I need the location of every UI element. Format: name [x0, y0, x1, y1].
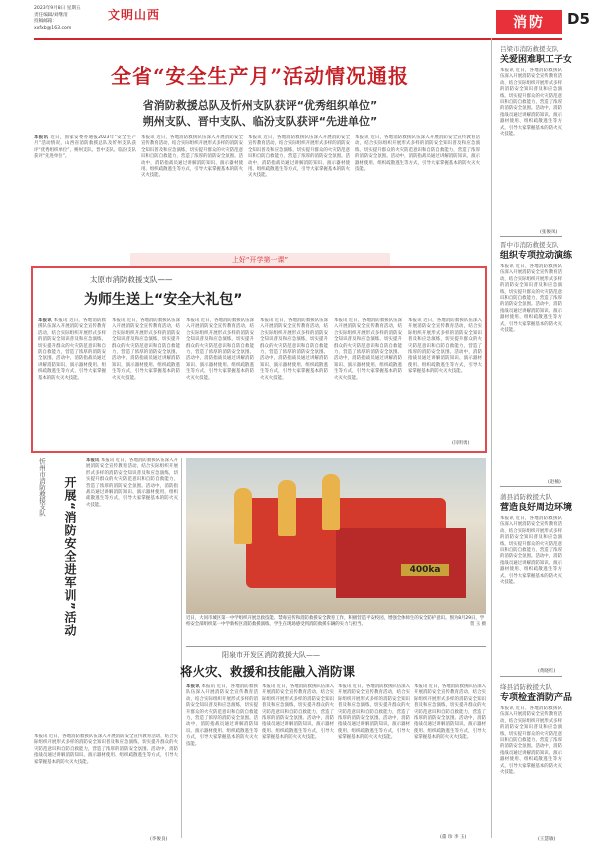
- lead-subhead-1: 省消防救援总队及忻州支队获评“优秀组织单位”: [142, 99, 378, 112]
- feature-byline: 本报讯: [38, 318, 52, 323]
- sidebar-divider-3: [500, 676, 562, 677]
- banner-text: 上好“开学第一课”: [231, 255, 289, 264]
- vertical-story-body-2: 本报讯 近日，各地消防救援队伍深入开展消防安全宣传教育活动，结合实际组织开展形式多样的消防安全知识普及和应急演练，切实提升群众的火灾防范意识和自防自救能力，营造了浓厚的消防安全氛围。活动中，消防指战员通过讲解消防知识、演示器材使用、组织疏散逃生等方式，引导大家掌握基本的防火灭火技能。: [34, 734, 178, 765]
- feature-column-6: 本报讯 近日，各地消防救援队伍深入开展消防安全宣传教育活动，结合实际组织开展形式多样的消防安全知识普及和应急演练，切实提升群众的火灾防范意识和自防自救能力，营造了浓厚的消防安全氛围。活动中，消防指战员通过讲解消防知识、演示器材使用、组织疏散逃生等方式，引导大家掌握基本的防火灭火技能。: [408, 318, 482, 375]
- bottom-column-2: 本报讯 近日，各地消防救援队伍深入开展消防安全宣传教育活动，结合实际组织开展形式多样的消防安全知识普及和应急演练，切实提升群众的火灾防范意识和自防自救能力，营造了浓厚的消防安全氛围。活动中，消防指战员通过讲解消防知识、演示器材使用、组织疏散逃生等方式，引导大家掌握基本的防火灭火技能。: [262, 684, 334, 741]
- bottom-story-rule: [186, 646, 486, 647]
- sidebar-body-3: 本报讯 近日，各地消防救援队伍深入开展消防安全宣传教育活动，结合实际组织开展形式多样的消防安全知识普及和应急演练，切实提升群众的火灾防范意识和自防自救能力，营造了浓厚的消防安全氛围。活动中，消防指战员通过讲解消防知识、演示器材使用、组织疏散逃生等方式，引导大家掌握基本的防火灭火技能。: [500, 516, 562, 586]
- bottom-story-credit: (董 珍 李 玉): [440, 835, 467, 840]
- firefighter-figure-1: [234, 488, 252, 544]
- feature-column-3: 本报讯 近日，各地消防救援队伍深入开展消防安全宣传教育活动，结合实际组织开展形式多样的消防安全知识普及和应急演练，切实提升群众的火灾防范意识和自防自救能力，营造了浓厚的消防安全氛围。活动中，消防指战员通过讲解消防知识、演示器材使用、组织疏散逃生等方式，引导大家掌握基本的防火灭火技能。: [186, 318, 254, 381]
- feature-credit: (闫明勇): [452, 441, 470, 446]
- feature-column-1: [38, 318, 106, 448]
- sidebar-kicker-4: 绛县消防救援大队: [500, 683, 552, 691]
- sidebar-body-4: 本报讯 近日，各地消防救援队伍深入开展消防安全宣传教育活动，结合实际组织开展形式多样的消防安全知识普及和应急演练，切实提升群众的火灾防范意识和自防自救能力，营造了浓厚的消防安全氛围。活动中，消防指战员通过讲解消防知识、演示器材使用、组织疏散逃生等方式，引导大家掌握基本的防火灭火技能。: [500, 706, 562, 776]
- sidebar-kicker-1: 吕梁市消防救援支队: [500, 45, 559, 53]
- feature-column-2: 本报讯 近日，各地消防救援队伍深入开展消防安全宣传教育活动，结合实际组织开展形式多样的消防安全知识普及和应急演练，切实提升群众的火灾防范意识和自防自救能力，营造了浓厚的消防安全氛围。活动中，消防指战员通过讲解消防知识、演示器材使用、组织疏散逃生等方式，引导大家掌握基本的防火灭火技能。: [112, 318, 180, 381]
- photo-caption: [186, 616, 486, 628]
- email-line: 投稿邮箱：xxfxb@163.com: [34, 19, 72, 31]
- vertical-story-credit: (李俊良): [150, 837, 168, 842]
- page-number: D5: [567, 10, 590, 28]
- bottom-column-3: 本报讯 近日，各地消防救援队伍深入开展消防安全宣传教育活动，结合实际组织开展形式多样的消防安全知识普及和应急演练，切实提升群众的火灾防范意识和自防自救能力，营造了浓厚的消防安全氛围。活动中，消防指战员通过讲解消防知识、演示器材使用、组织疏散逃生等方式，引导大家掌握基本的防火灭火技能。: [338, 684, 410, 741]
- sidebar-title-2: 组织专项拉动演练: [500, 251, 573, 261]
- editor-line: 责任编辑/刘继清: [34, 12, 68, 18]
- sidebar-credit-1: (张俊凤): [540, 230, 558, 235]
- feature-column-5: 本报讯 近日，各地消防救援队伍深入开展消防安全宣传教育活动，结合实际组织开展形式多样的消防安全知识普及和应急演练，切实提升群众的火灾防范意识和自防自救能力，营造了浓厚的消防安全氛围。活动中，消防指战员通过讲解消防知识、演示器材使用、组织疏散逃生等方式，引导大家掌握基本的防火灭火技能。: [334, 318, 402, 381]
- bottom-story-kicker: 阳泉市开发区消防救援大队——: [222, 651, 320, 659]
- vertical-story-byline: 本报讯: [86, 458, 100, 463]
- bottom-column-4: 本报讯 近日，各地消防救援队伍深入开展消防安全宣传教育活动，结合实际组织开展形式多样的消防安全知识普及和应急演练，切实提升群众的火灾防范意识和自防自救能力，营造了浓厚的消防安全氛围。活动中，消防指战员通过讲解消防知识、演示器材使用、组织疏散逃生等方式，引导大家掌握基本的防火灭火技能。: [414, 684, 486, 741]
- sidebar-body-1: 本报讯 近日，各地消防救援队伍深入开展消防安全宣传教育活动，结合实际组织开展形式多样的消防安全知识普及和应急演练，切实提升群众的火灾防范意识和自防自救能力，营造了浓厚的消防安全氛围。活动中，消防指战员通过讲解消防知识、演示器材使用、组织疏散逃生等方式，引导大家掌握基本的防火灭火技能。: [500, 68, 562, 138]
- feature-body: 本报讯 近日，各地消防救援队伍深入开展消防安全宣传教育活动，结合实际组织开展形式多样的消防安全知识普及和应急演练，切实提升群众的火灾防范意识和自防自救能力，营造了浓厚的消防安全氛围。活动中，消防指战员通过讲解消防知识、演示器材使用、组织疏散逃生等方式，引导大家掌握基本的防火灭火技能。: [38, 318, 106, 381]
- vertical-story-title: 开展“消防安全进军训”活动: [63, 476, 77, 637]
- truck-plate: 400ka: [401, 564, 449, 576]
- lead-column-1: [34, 135, 136, 243]
- lead-column-4: 本报讯 近日，各地消防救援队伍深入开展消防安全宣传教育活动，结合实际组织开展形式多样的消防安全知识普及和应急演练，切实提升群众的火灾防范意识和自防自救能力，营造了浓厚的消防安全氛围。活动中，消防指战员通过讲解消防知识、演示器材使用、组织疏散逃生等方式，引导大家掌握基本的防火灭火技能。: [355, 135, 480, 173]
- sidebar-credit-2: (赵楠): [548, 480, 561, 485]
- lead-subhead-2: 朔州支队、晋中支队、临汾支队获评“先进单位”: [142, 115, 378, 128]
- photo-credit: 贺 玉 摄: [470, 622, 486, 628]
- masthead-info: [34, 6, 94, 32]
- lead-byline: 本报讯: [34, 135, 49, 140]
- feature-title: 为师生送上“安全大礼包”: [84, 292, 243, 308]
- left-divider: [181, 458, 182, 838]
- feature-kicker: 太原市消防救援支队——: [90, 275, 173, 284]
- sidebar-title-4: 专项检查消防产品: [500, 693, 573, 703]
- logo: 文明山西: [108, 8, 161, 22]
- lead-headline: 全省“安全生产月”活动情况通报: [110, 64, 409, 88]
- section-tag: 消防: [496, 10, 562, 34]
- sidebar-title-1: 关爱困难职工子女: [500, 55, 573, 65]
- sidebar-kicker-3: 蒲县消防救援大队: [500, 493, 552, 501]
- lead-column-3: 本报讯 近日，各地消防救援队伍深入开展消防安全宣传教育活动，结合实际组织开展形式多样的消防安全知识普及和应急演练，切实提升群众的火灾防范意识和自防自救能力，营造了浓厚的消防安全氛围。活动中，消防指战员通过讲解消防知识、演示器材使用、组织疏散逃生等方式，引导大家掌握基本的防火灭火技能。: [248, 135, 350, 179]
- column-divider: [491, 38, 492, 838]
- sidebar-credit-4: (王慧敏): [538, 837, 556, 842]
- vertical-story-body-1: [86, 458, 178, 722]
- vertical-story-body: 本报讯 近日，各地消防救援队伍深入开展消防安全宣传教育活动，结合实际组织开展形式多样的消防安全知识普及和应急演练，切实提升群众的火灾防范意识和自防自救能力，营造了浓厚的消防安全氛围。活动中，消防指战员通过讲解消防知识、演示器材使用、组织疏散逃生等方式，引导大家掌握基本的防火灭火技能。: [86, 458, 178, 508]
- sidebar-title-3: 营造良好周边环境: [500, 503, 573, 513]
- fire-truck-cab: [336, 528, 466, 598]
- vertical-story-kicker: 忻州市消防救援支队: [38, 458, 46, 517]
- news-photo: [186, 458, 486, 614]
- photo-caption-text: 近日，大同市城区第一中学组织开展急救技能、禁毒宣传和消防救援安全教育工作，积极营造平安校园，增强全体师生的安全防护意识。图为8月29日，学校安全部组织第一中学新校区消防救援演练，学生在现场感受到消防救援车辆的实力与担当。: [186, 616, 485, 628]
- lead-column-2: 本报讯 近日，各地消防救援队伍深入开展消防安全宣传教育活动，结合实际组织开展形式多样的消防安全知识普及和应急演练，切实提升群众的火灾防范意识和自防自救能力，营造了浓厚的消防安全氛围。活动中，消防指战员通过讲解消防知识、演示器材使用、组织疏散逃生等方式，引导大家掌握基本的防火灭火技能。: [141, 135, 243, 179]
- sidebar-kicker-2: 晋中市消防救援支队: [500, 241, 559, 249]
- firefighter-figure-2: [278, 480, 296, 536]
- sidebar-divider-2: [500, 486, 562, 487]
- date-line: 2023年9月8日 星期五: [34, 6, 81, 11]
- firefighter-figure-3: [322, 474, 340, 530]
- feature-column-4: 本报讯 近日，各地消防救援队伍深入开展消防安全宣传教育活动，结合实际组织开展形式多样的消防安全知识普及和应急演练，切实提升群众的火灾防范意识和自防自救能力，营造了浓厚的消防安全氛围。活动中，消防指战员通过讲解消防知识、演示器材使用、组织疏散逃生等方式，引导大家掌握基本的防火灭火技能。: [260, 318, 328, 381]
- sidebar-divider-1: [500, 236, 562, 237]
- header-rule: [34, 38, 562, 40]
- bottom-column-1: [186, 684, 258, 834]
- bottom-story-title: 将火灾、救援和技能融入消防课: [180, 664, 356, 679]
- banner: [130, 253, 390, 266]
- bottom-story-body: 本报讯 近日，各地消防救援队伍深入开展消防安全宣传教育活动，结合实际组织开展形式多样的消防安全知识普及和应急演练，切实提升群众的火灾防范意识和自防自救能力，营造了浓厚的消防安全氛围。活动中，消防指战员通过讲解消防知识、演示器材使用、组织疏散逃生等方式，引导大家掌握基本的防火灭火技能。: [186, 684, 258, 747]
- sidebar-credit-3: (黄晓红): [538, 669, 556, 674]
- bottom-story-byline: 本报讯: [186, 684, 200, 689]
- lead-body: 近日，国家安委办通报2023年“安全生产月”活动情况，山西省消防救援总队及忻州支队获评“优秀组织单位”，朔州支队、晋中支队、临汾支队获评“先进单位”。: [34, 135, 136, 160]
- sidebar-body-2: 本报讯 近日，各地消防救援队伍深入开展消防安全宣传教育活动，结合实际组织开展形式多样的消防安全知识普及和应急演练，切实提升群众的火灾防范意识和自防自救能力，营造了浓厚的消防安全氛围。活动中，消防指战员通过讲解消防知识、演示器材使用、组织疏散逃生等方式，引导大家掌握基本的防火灭火技能。: [500, 264, 562, 334]
